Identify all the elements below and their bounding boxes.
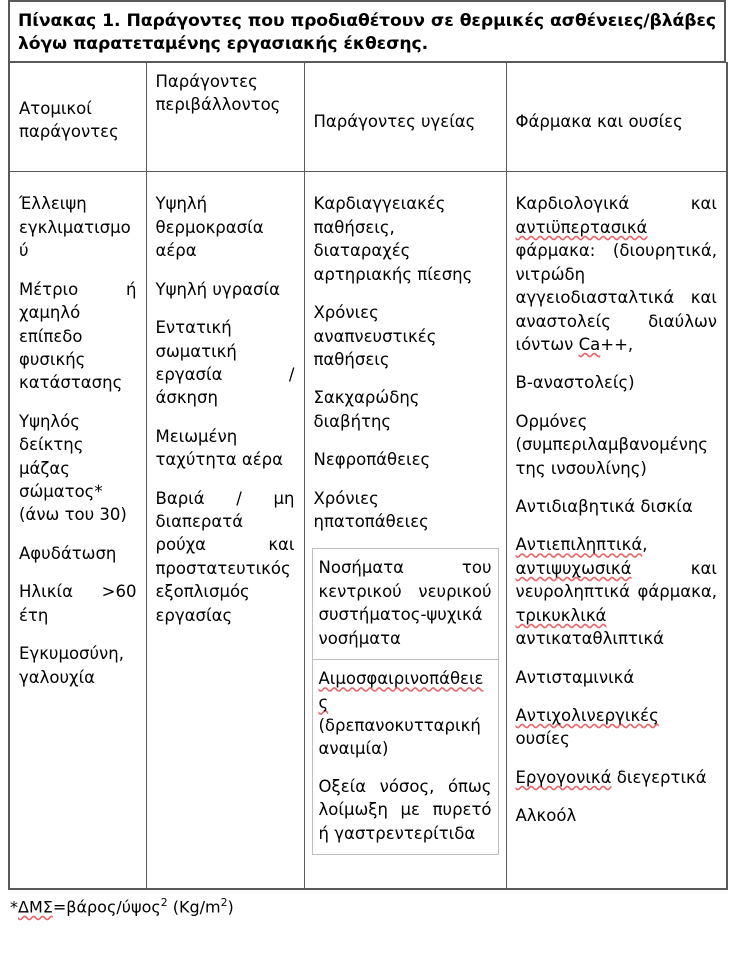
list-item: Βαριά / μη διαπερατά ρούχα και προστατευτικός εξοπλισμός εργασίας	[155, 488, 295, 625]
list-item-text: φάρμακα: (διουρητικά, νιτρώδη αγγειοδιασταλτικά και αναστολείς διαύλων ιόντων	[515, 241, 717, 354]
footnote-text: )	[227, 897, 234, 917]
list-item: Μειωμένη ταχύτητα αέρα	[155, 426, 283, 470]
health-subbox	[312, 548, 499, 855]
list-item	[319, 667, 492, 761]
list-item	[516, 766, 718, 789]
list-item: Καρδιαγγειακές παθήσεις, διαταραχές αρτηριακής πίεσης	[313, 194, 473, 284]
table-caption-box	[8, 0, 726, 62]
table-body-row	[9, 172, 727, 890]
spellcheck-word: Ca	[578, 334, 601, 354]
list-item: Έλλειψη εγκλιματισμού	[19, 194, 131, 261]
spellcheck-word-tail: ς	[318, 692, 329, 712]
footnote-text: (Kg/m	[167, 897, 221, 917]
list-item: Αφυδάτωση	[19, 543, 117, 563]
table-header-row	[9, 63, 727, 172]
cell-environmental-factors	[146, 172, 304, 890]
list-item: Αντισταμινικά	[515, 667, 635, 687]
column-header-individual-label: Ατομικοί παράγοντες	[19, 98, 119, 141]
column-header-drugs-label: Φάρμακα και ουσίες	[515, 112, 683, 132]
list-item	[516, 192, 718, 356]
cell-individual-factors	[9, 172, 146, 890]
spellcheck-word: Αντιεπιληπτικά	[515, 535, 643, 555]
spellcheck-word: τρικυκλικά	[515, 605, 607, 625]
list-item: Χρόνιες αναπνευστικές παθήσεις	[313, 303, 437, 369]
list-item-text: ++,	[600, 334, 634, 354]
list-item: Σακχαρώδης διαβήτης	[313, 388, 420, 431]
list-item-text: ,	[642, 535, 648, 555]
column-header-drugs	[506, 63, 727, 172]
table-footnote	[8, 890, 726, 918]
spellcheck-word: Εργογονικά	[515, 767, 612, 787]
spellcheck-word: Αντιχολινεργικές	[515, 706, 659, 725]
list-item	[516, 704, 718, 751]
footnote-exponent: 2	[220, 896, 228, 910]
column-header-environmental-label: Παράγοντες περιβάλλοντος	[155, 72, 281, 115]
factors-table	[8, 62, 728, 890]
list-item: Β-αναστολείς)	[515, 373, 635, 393]
list-item-text: διεγερτικά	[611, 767, 707, 787]
column-header-environmental	[146, 63, 304, 172]
column-header-health-label: Παράγοντες υγείας	[313, 112, 476, 132]
list-item: Ορμόνες (συμπεριλαμβανομένης της ινσουλίνης)	[515, 411, 708, 478]
list-item: Νοσήματα του κεντρικού νευρικού συστήματος-ψυχικά νοσήματα	[318, 558, 492, 648]
list-item: Αντιδιαβητικά δισκία	[515, 497, 693, 517]
list-item	[516, 533, 718, 650]
list-item: Υψηλός δείκτης μάζας σώματος* (άνω του 30)	[19, 411, 127, 525]
list-item: Υψηλή θερμοκρασία αέρα	[155, 194, 264, 261]
list-item-text: ουσίες	[515, 729, 570, 749]
list-item: Νεφροπάθειες	[313, 450, 431, 470]
footnote-asterisk: *	[10, 897, 18, 917]
footnote-exponent: 2	[160, 896, 168, 910]
column-header-health	[304, 63, 506, 172]
spellcheck-word: αντιϋπερτασικά	[515, 217, 648, 237]
list-item: Εντατική σωματική εργασία / άσκηση	[155, 318, 295, 408]
list-item: Χρόνιες ηπατοπάθειες	[313, 488, 429, 532]
list-item-text: (δρεπανοκυτταρική αναιμία)	[318, 716, 481, 759]
column-header-individual	[9, 63, 146, 172]
table-caption: Πίνακας 1. Παράγοντες που προδιαθέτουν σε θερμικές ασθένειες/βλάβες λόγω παρατεταμένης εργασιακής έκθεσης.	[18, 11, 716, 54]
spellcheck-word: αντιψυχωσικά	[515, 558, 632, 578]
list-item: Υψηλή υγρασία	[155, 279, 280, 299]
spellcheck-word: Αιμοσφαιρινοπάθειε	[318, 669, 484, 689]
list-item-text: αντικαταθλιπτικά	[515, 629, 665, 649]
list-item: Οξεία νόσος, όπως λοίμωξη με πυρετό ή γαστρεντερίτιδα	[318, 776, 492, 843]
list-item: Μέτριο ή χαμηλό επίπεδο φυσικής κατάστασης	[19, 279, 137, 393]
list-item: Αλκοόλ	[515, 806, 577, 826]
cell-drugs-substances	[506, 172, 727, 890]
list-item-text: και νευροληπτικά φάρμακα,	[515, 558, 717, 602]
list-item-text: Καρδιολογικά και	[515, 194, 717, 214]
cell-health-factors	[304, 172, 506, 890]
spellcheck-word: ΔΜΣ	[18, 897, 53, 917]
health-subbox-cell-cns	[313, 549, 498, 659]
list-item: Ηλικία >60 έτη	[19, 582, 137, 625]
footnote-text: =βάρος/ύψος	[52, 897, 161, 917]
health-subbox-cell-other	[313, 659, 498, 854]
list-item: Εγκυμοσύνη, γαλουχία	[19, 644, 124, 687]
